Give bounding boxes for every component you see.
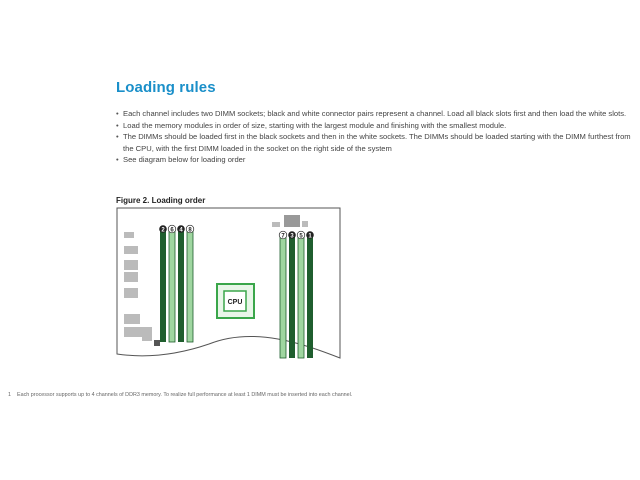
slot-number-label: 3 bbox=[290, 233, 294, 240]
component-block bbox=[142, 327, 152, 341]
component-block bbox=[154, 340, 160, 346]
figure-caption: Figure 2. Loading order bbox=[116, 196, 206, 205]
component-block bbox=[284, 215, 300, 227]
footnote-text: Each processor supports up to 4 channels of DDR3 memory. To realize full performance at least 1 DIMM must be inserted into each channel. bbox=[17, 392, 353, 398]
dimm-slot-left-4 bbox=[187, 230, 193, 342]
component-block bbox=[302, 221, 308, 227]
dimm-slot-left-2 bbox=[169, 230, 175, 342]
cpu-socket bbox=[217, 284, 254, 318]
dimm-slot-right-3 bbox=[298, 236, 304, 358]
component-block bbox=[124, 327, 142, 337]
loading-rules-list bbox=[116, 108, 636, 166]
component-block bbox=[272, 222, 280, 227]
component-block bbox=[124, 272, 138, 282]
slot-number-label: 7 bbox=[281, 233, 285, 240]
dimm-slot-right-4 bbox=[307, 236, 313, 358]
footnote-mark: 1 bbox=[8, 392, 11, 398]
slot-number-label: 4 bbox=[179, 227, 183, 234]
footnote bbox=[8, 392, 352, 398]
component-block bbox=[124, 288, 138, 298]
rule-bullet-1: • Each channel includes two DIMM sockets; black and white connector pairs represent a channel. Load all black slots first and then load the white slots. bbox=[116, 108, 636, 120]
slot-number-label: 6 bbox=[170, 227, 174, 234]
slot-number-label: 8 bbox=[188, 227, 192, 234]
component-block bbox=[124, 232, 134, 238]
slot-number-label: 1 bbox=[308, 233, 312, 240]
slot-number-label: 2 bbox=[161, 227, 165, 234]
motherboard-diagram bbox=[114, 206, 344, 366]
component-block bbox=[124, 314, 140, 324]
dimm-slot-right-1 bbox=[280, 236, 286, 358]
dimm-slot-right-2 bbox=[289, 236, 295, 358]
rule-bullet-4: • See diagram below for loading order bbox=[116, 154, 636, 166]
slot-number-label: 5 bbox=[299, 233, 303, 240]
dimm-slot-left-3 bbox=[178, 230, 184, 342]
component-block bbox=[124, 260, 138, 270]
rule-bullet-3: • The DIMMs should be loaded first in the black sockets and then in the white sockets. The DIMMs should be loaded starting with the DIMM furthest from the CPU, with the first DIMM loaded in the socket on the right side of the system bbox=[116, 131, 636, 154]
component-block bbox=[124, 246, 138, 254]
loading-rules-heading: Loading rules bbox=[116, 79, 216, 96]
dimm-slot-left-1 bbox=[160, 230, 166, 342]
rule-bullet-2: • Load the memory modules in order of size, starting with the largest module and finishing with the smallest module. bbox=[116, 120, 636, 132]
cpu-label: CPU bbox=[227, 299, 243, 306]
